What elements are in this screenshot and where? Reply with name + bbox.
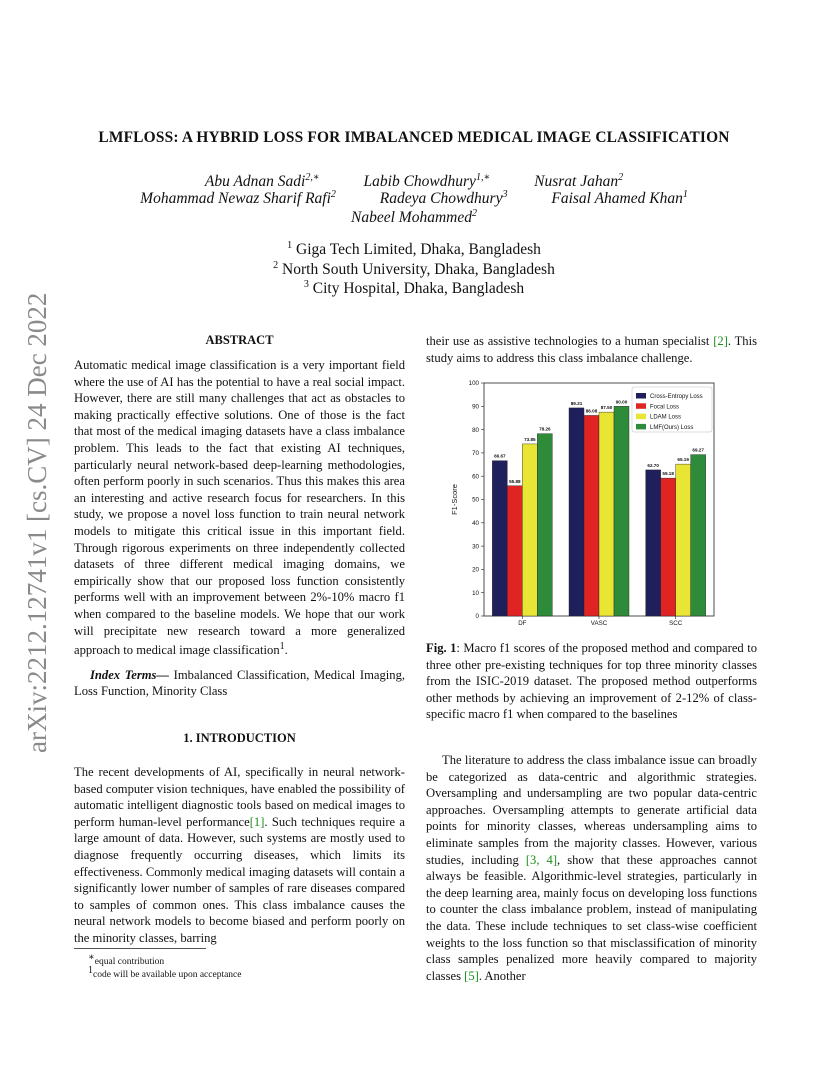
- author-name: Mohammad Newaz Sharif Rafi$^2$: [140, 189, 336, 208]
- legend-entry: Cross-Entropy Loss: [650, 394, 703, 400]
- citation-link[interactable]: [5]: [464, 968, 479, 983]
- author-line-3: [0, 208, 828, 227]
- right-column-intro: their use as assistive technologies to a human specialist [2]. This study aims to address this class imbalance challenge.: [426, 334, 757, 365]
- bar-value-label: 55.88: [509, 478, 521, 484]
- affiliation: $^1$ Giga Tech Limited, Dhaka, Bangladesh: [287, 240, 541, 259]
- bar-value-label: 69.27: [692, 447, 704, 453]
- legend-entry: LDAM Loss: [650, 414, 682, 421]
- author-name: Labib Chowdhury$^{1,∗}$: [363, 172, 491, 191]
- y-tick-label: 100: [468, 380, 479, 388]
- citation-link[interactable]: [3, 4]: [525, 852, 558, 867]
- bar-value-label: 65.19: [677, 457, 689, 463]
- y-tick-label: 60: [472, 473, 479, 481]
- bar-value-label: 90.00: [615, 399, 628, 405]
- author-name: Faisal Ahamed Khan$^1$: [551, 189, 688, 208]
- bar-value-label: 73.85: [524, 436, 536, 442]
- right-column-body: The literature to address the class imbalance issue can broadly be categorized as data-centric and algorithmic strategies. Oversampling and undersampling are two popular data-centric approaches. Oversampling attempts to generate artificial data points for minority classes, whereas undersampling aims to eliminate samples from the majority classes. However, various studies, including [3, 4], show that these approaches cannot always be feasible. Algorithmic-level strategies, particularly in the deep learning area, mainly focus on developing loss functions to counter the class imbalance problem, instead of manipulating the data. These include techniques to set class-wise coefficient weights to the loss function so that misclassification of minority class samples penalized more heavily compared to majority classes [5]. Another: [426, 753, 758, 983]
- y-tick-label: 20: [472, 566, 479, 574]
- x-tick-label: DF: [518, 620, 527, 626]
- paper-title: LMFLOSS: A HYBRID LOSS FOR IMBALANCED MEDICAL IMAGE CLASSIFICATION: [98, 129, 730, 146]
- legend-swatch: [636, 403, 646, 409]
- author-name: Nabeel Mohammed$^2$: [351, 208, 477, 227]
- bar: [569, 408, 584, 616]
- y-tick-label: 0: [475, 613, 479, 621]
- bar: [691, 455, 706, 616]
- y-tick-label: 70: [472, 450, 479, 458]
- bar-value-label: 89.31: [570, 400, 583, 406]
- legend-swatch: [636, 424, 646, 430]
- f1-score-bar-chart: [442, 376, 730, 626]
- y-tick-label: 30: [472, 543, 479, 551]
- bar: [584, 415, 599, 616]
- abstract-body: Automatic medical image classification is a very important field where the use of AI has the potential to have a real social impact. However, there are still many challenges that act as obstacles to making practically effective solutions. One of those is the fact that most of the medical imaging datasets have a class imbalance problem. This leads to the fact that existing AI techniques, particularly neural network-based deep-learning methodologies, often perform poorly in such scenarios. Thus this makes this area an interesting and active research focus for researchers. In this study, we propose a novel loss function to train neural network models to mitigate this critical issue in this important field. Through rigorous experiments on three independently collected datasets of three different medical imaging domains, we empirically show that our proposed loss function consistently performs well with an improvement between 2%-10% macro f1 when compared to the baseline models. We hope that our work will precipitate new research toward a more generalized approach to medical image classification$^1$. Index Terms— Imbalanced Classification, Medical Imaging, Loss Function, Minority Class: [74, 358, 406, 699]
- figure-caption: Fig. 1: Macro f1 scores of the proposed method and compared to three other pre-existing techniques for top three minority classes from the ISIC-2019 dataset. The proposed method outperforms other methods by achieving an improvement of 2-12% of class-specific macro f1 when compared to the baselines: [426, 641, 757, 722]
- legend-swatch: [636, 393, 646, 399]
- bar-value-label: 59.18: [662, 471, 674, 477]
- footnote: $^1$code will be available upon acceptance: [88, 965, 242, 981]
- x-tick-label: SCC: [669, 620, 683, 626]
- y-tick-label: 50: [472, 496, 479, 504]
- x-tick-label: VASC: [590, 620, 608, 626]
- introduction-heading: 1. INTRODUCTION: [183, 731, 296, 745]
- bar: [661, 478, 676, 616]
- y-tick-label: 90: [472, 403, 479, 411]
- citation-link[interactable]: [2]: [713, 334, 728, 348]
- abstract-heading: ABSTRACT: [205, 333, 274, 347]
- bar-value-label: 66.67: [494, 453, 506, 459]
- author-name: Abu Adnan Sadi$^{2,∗}$: [204, 172, 320, 191]
- bar: [646, 470, 661, 616]
- affiliation: $^3$ City Hospital, Dhaka, Bangladesh: [303, 279, 525, 298]
- y-tick-label: 40: [472, 520, 479, 527]
- author-name: Radeya Chowdhury$^3$: [379, 189, 508, 208]
- legend-swatch: [636, 414, 646, 420]
- legend-entry: Focal Loss: [650, 404, 680, 411]
- affiliation: $^2$ North South University, Dhaka, Bangladesh: [273, 260, 555, 279]
- author-name: Nusrat Jahan$^2$: [534, 172, 624, 191]
- y-axis-label: F1-Score: [450, 484, 459, 515]
- footnote: ∗equal contribution: [88, 952, 165, 968]
- bar: [599, 412, 614, 616]
- bar: [492, 461, 507, 616]
- legend-entry: LMF(Ours) Loss: [650, 424, 694, 431]
- bar-value-label: 87.50: [600, 405, 613, 411]
- bar-value-label: 78.26: [539, 426, 551, 432]
- bar: [614, 406, 629, 616]
- bar: [676, 464, 691, 616]
- bar: [522, 444, 537, 616]
- author-line-2: [0, 189, 828, 208]
- arxiv-identifier: [22, 283, 52, 758]
- introduction-body: The recent developments of AI, specifically in neural network-based computer vision techniques, have enabled the possibility of automatic intelligent diagnostic tools based on medical images to perform human-level performance[1]. Such techniques require a large amount of data. However, such systems are mostly used to diagnose frequently occurring diseases, which limits its effectiveness. Commonly medical imaging datasets will contain a significantly lower number of samples of rare diseases compared to samples of common ones. This class imbalance causes the neural network models to become biased and perform poorly on the minority classes, barring: [74, 765, 405, 945]
- footnote-divider: [74, 948, 206, 949]
- y-tick-label: 10: [472, 589, 479, 597]
- citation-link[interactable]: [1]: [249, 814, 265, 829]
- bar-value-label: 86.08: [585, 408, 598, 414]
- arxiv-identifier-text: arXiv:2212.12741v1 [cs.CV] 24 Dec 2022: [22, 292, 52, 753]
- bar: [537, 434, 552, 616]
- bar: [507, 486, 522, 616]
- bar-value-label: 62.70: [647, 462, 659, 468]
- y-tick-label: 80: [472, 426, 479, 434]
